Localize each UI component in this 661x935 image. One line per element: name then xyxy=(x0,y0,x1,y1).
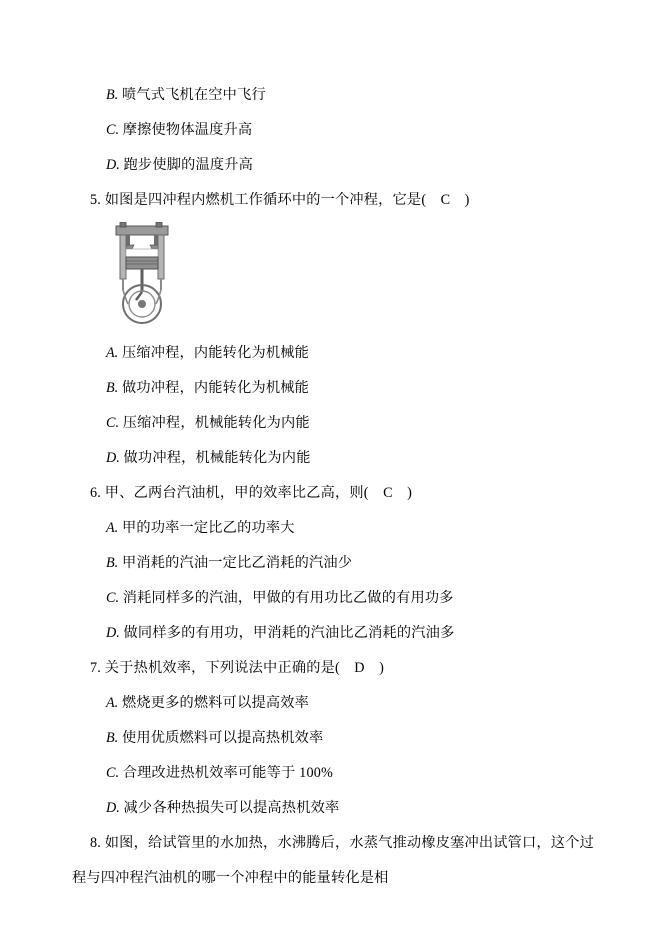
option-marker: A. xyxy=(106,695,119,711)
option-text: 消耗同样多的汽油，甲做的有用功比乙做的有用功多 xyxy=(119,590,454,606)
option-item xyxy=(72,581,599,616)
option-item xyxy=(72,78,599,113)
option-marker: B. xyxy=(106,87,119,103)
option-marker: B. xyxy=(106,380,119,396)
option-text: 甲消耗的汽油一定比乙消耗的汽油少 xyxy=(118,555,353,571)
option-item xyxy=(72,686,599,721)
question-8: 8. 如图，给试管里的水加热，水沸腾后，水蒸气推动橡皮塞冲出试管口，这个过程与四冲程汽油机的哪一个冲程中的能量转化是相 xyxy=(72,835,594,886)
option-text: 合理改进热机效率可能等于 100% xyxy=(119,765,334,781)
question-7: 7. 关于热机效率，下列说法中正确的是( D ) xyxy=(90,660,385,676)
option-item xyxy=(72,113,599,148)
option-marker: D. xyxy=(106,450,120,466)
option-text: 喷气式飞机在空中飞行 xyxy=(118,87,266,103)
option-item xyxy=(72,441,599,476)
option-marker: B. xyxy=(106,555,119,571)
option-item xyxy=(72,546,599,581)
option-text: 跑步使脚的温度升高 xyxy=(119,157,254,173)
option-marker: B. xyxy=(106,730,119,746)
question-5: 5. 如图是四冲程内燃机工作循环中的一个冲程，它是( C ) xyxy=(90,192,470,208)
option-marker: C. xyxy=(106,415,120,431)
option-item xyxy=(72,511,599,546)
option-text: 减少各种热损失可以提高热机效率 xyxy=(119,800,340,816)
option-item xyxy=(72,371,599,406)
four-stroke-engine-diagram xyxy=(106,222,178,332)
option-text: 做功冲程，内能转化为机械能 xyxy=(118,380,310,396)
option-text: 使用优质燃料可以提高热机效率 xyxy=(118,730,324,746)
option-item xyxy=(72,148,599,183)
question-6: 6. 甲、乙两台汽油机，甲的效率比乙高，则( C ) xyxy=(90,485,413,501)
option-text: 压缩冲程，机械能转化为内能 xyxy=(119,415,310,431)
option-marker: A. xyxy=(106,520,119,536)
option-item xyxy=(72,336,599,371)
option-marker: C. xyxy=(106,122,120,138)
option-item xyxy=(72,406,599,441)
option-marker: A. xyxy=(106,345,119,361)
option-marker: D. xyxy=(106,157,120,173)
option-marker: C. xyxy=(106,765,120,781)
option-item xyxy=(72,616,599,651)
option-item xyxy=(72,791,599,826)
option-marker: C. xyxy=(106,590,120,606)
option-text: 做功冲程，机械能转化为内能 xyxy=(119,450,311,466)
option-text: 燃烧更多的燃料可以提高效率 xyxy=(118,695,310,711)
figure-container xyxy=(72,218,599,336)
option-item xyxy=(72,721,599,756)
option-text: 做同样多的有用功，甲消耗的汽油比乙消耗的汽油多 xyxy=(119,625,455,641)
option-marker: D. xyxy=(106,800,120,816)
option-item xyxy=(72,756,599,791)
option-text: 摩擦使物体温度升高 xyxy=(119,122,253,138)
option-text: 甲的功率一定比乙的功率大 xyxy=(118,520,295,536)
option-text: 压缩冲程，内能转化为机械能 xyxy=(118,345,310,361)
option-marker: D. xyxy=(106,625,120,641)
